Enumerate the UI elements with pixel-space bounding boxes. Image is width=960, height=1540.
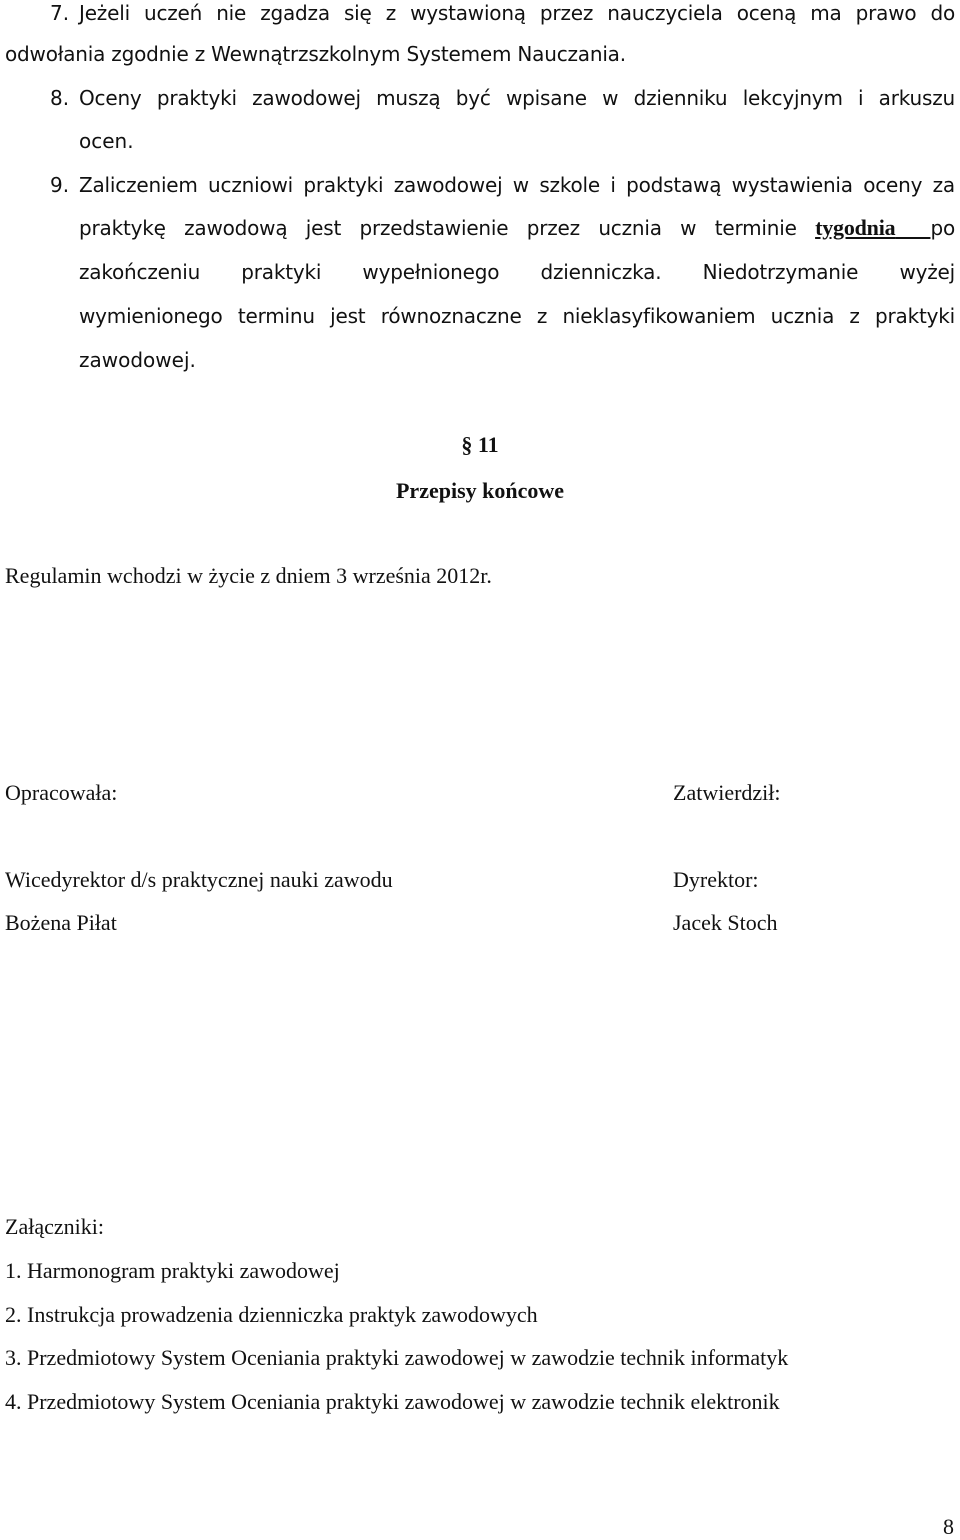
prepared-by-name: Bożena Piłat: [5, 910, 117, 935]
regulation-effective-text: Regulamin wchodzi w życie z dniem 3 września 2012r.: [5, 563, 492, 588]
item-8-line-2: ocen.: [79, 129, 134, 153]
section-number: § 11: [461, 432, 499, 457]
item-9-line-3: zakończeniu praktyki wypełnionego dzienniczka. Niedotrzymanie wyżej: [79, 260, 955, 284]
item-7-number: 7.: [50, 1, 70, 25]
item-9-number: 9.: [50, 173, 70, 197]
approved-by-label: Zatwierdził:: [673, 780, 781, 805]
item-9-line-2-before: praktykę zawodową jest przedstawienie przez ucznia w terminie: [79, 216, 797, 240]
item-8-number: 8.: [50, 86, 70, 110]
attachment-item-1: 1. Harmonogram praktyki zawodowej: [5, 1258, 340, 1283]
item-7-line-1: Jeżeli uczeń nie zgadza się z wystawioną przez nauczyciela oceną ma prawo do: [79, 1, 955, 25]
item-9-line-2: [79, 215, 955, 241]
attachment-item-2: 2. Instrukcja prowadzenia dzienniczka praktyk zawodowych: [5, 1302, 538, 1327]
item-9-line-5: zawodowej.: [79, 348, 196, 372]
prepared-by-label: Opracowała:: [5, 780, 118, 805]
page-number: 8: [943, 1514, 954, 1539]
item-9-line-1: Zaliczeniem uczniowi praktyki zawodowej w szkole i podstawą wystawienia oceny za: [79, 173, 955, 197]
item-9-line-4: wymienionego terminu jest równoznaczne z nieklasyfikowaniem ucznia z praktyki: [79, 304, 955, 328]
item-8-line-1: Oceny praktyki zawodowej muszą być wpisane w dzienniku lekcyjnym i arkuszu: [79, 86, 955, 110]
attachments-heading: Załączniki:: [5, 1214, 104, 1239]
approved-by-name: Jacek Stoch: [673, 910, 778, 935]
approved-by-role: Dyrektor:: [673, 867, 759, 892]
attachment-item-4: 4. Przedmiotowy System Oceniania praktyki zawodowej w zawodzie technik elektronik: [5, 1389, 780, 1414]
section-title: Przepisy końcowe: [395, 478, 565, 503]
prepared-by-role: Wicedyrektor d/s praktycznej nauki zawodu: [5, 867, 393, 892]
deadline-week-emphasis: tygodnia: [815, 215, 896, 240]
item-7-line-2: odwołania zgodnie z Wewnątrzszkolnym Systemem Nauczania.: [5, 42, 626, 66]
item-9-line-2-after: po: [930, 216, 955, 240]
attachment-item-3: 3. Przedmiotowy System Oceniania praktyki zawodowej w zawodzie technik informatyk: [5, 1345, 789, 1370]
